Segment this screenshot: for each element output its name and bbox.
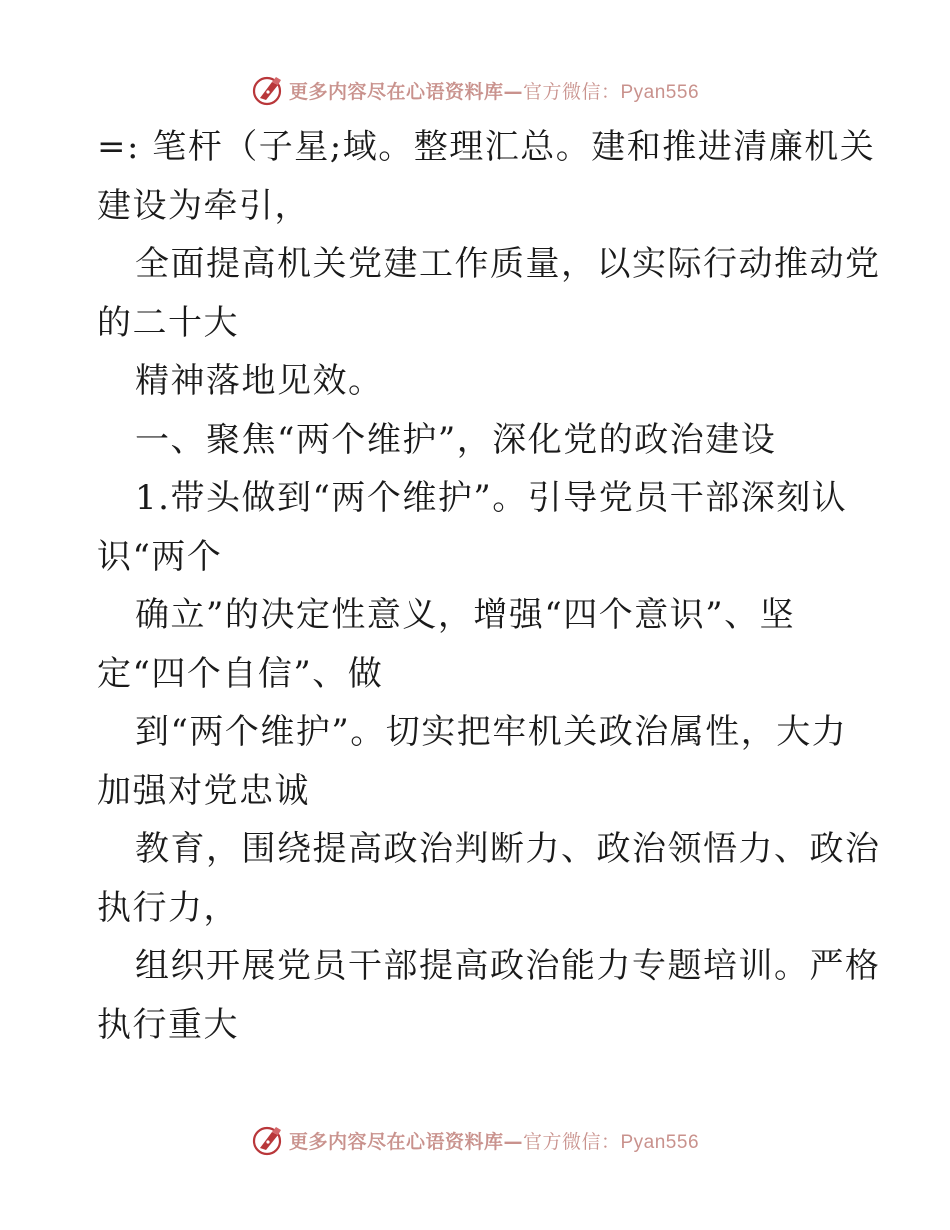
document-body: [97, 118, 881, 1054]
text-line: 确立”的决定性意义，增强“四个意识”、坚: [135, 595, 796, 635]
text-line: 识“两个: [97, 536, 223, 577]
banner-wechat-label: 官方微信：: [522, 1130, 621, 1153]
banner-dash: —: [503, 1130, 523, 1153]
header-banner: [0, 70, 950, 110]
text-line: 1.带头做到“两个维护”。引导党员干部深刻认: [135, 478, 848, 518]
text-line: 的二十大: [97, 302, 239, 343]
banner-text: [289, 1127, 699, 1154]
text-line: 教育，围绕提高政治判断力、政治领悟力、政治: [135, 829, 881, 869]
text-line: 定“四个自信”、做: [97, 653, 384, 694]
text-line: 到“两个维护”。切实把牢机关政治属性，大力: [135, 712, 848, 752]
text-line: =: 笔杆（子星;域。整理汇总。建和推进清廉机关: [97, 127, 876, 167]
banner-text: [289, 77, 699, 104]
text-line: 全面提高机关党建工作质量，以实际行动推动党: [135, 244, 881, 284]
text-line: 精神落地见效。: [135, 361, 384, 401]
banner-wechat-id: Pyan556: [620, 1131, 700, 1153]
text-line: 执行力，: [97, 887, 239, 928]
pen-nib-logo-icon: [251, 1123, 285, 1157]
text-line: 加强对党忠诚: [97, 770, 310, 811]
text-line: 执行重大: [97, 1004, 239, 1045]
banner-dash: —: [503, 80, 523, 103]
text-line: 组织开展党员干部提高政治能力专题培训。严格: [135, 946, 881, 986]
banner-wechat-label: 官方微信：: [522, 80, 621, 103]
text-line: 建设为牵引，: [97, 185, 310, 226]
section-heading: 一、聚焦“两个维护”，深化党的政治建设: [135, 419, 777, 460]
banner-brand: 更多内容尽在心语资料库: [288, 80, 504, 103]
footer-banner: [0, 1120, 950, 1160]
pen-nib-logo-icon: [251, 73, 285, 107]
banner-wechat-id: Pyan556: [620, 81, 700, 103]
banner-brand: 更多内容尽在心语资料库: [288, 1130, 504, 1153]
